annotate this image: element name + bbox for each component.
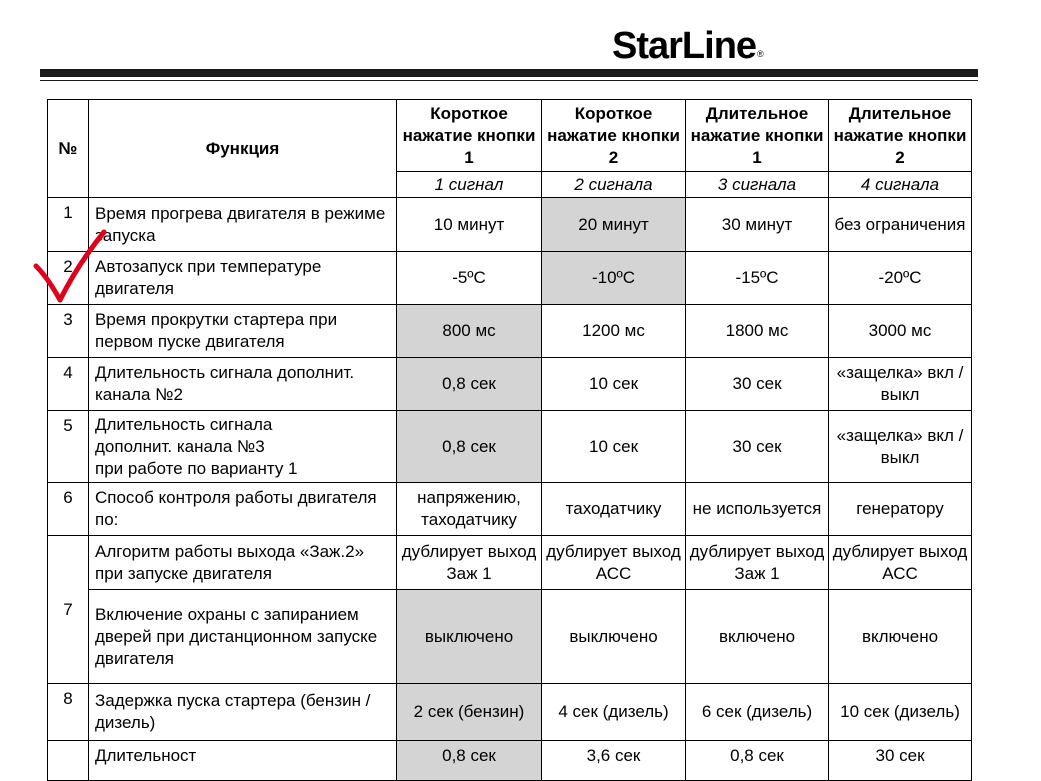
table-row	[48, 252, 972, 305]
row-number: 6	[48, 483, 89, 536]
function-line: при работе по варианту 1	[95, 458, 298, 478]
value-cell: «защелка» вкл / выкл	[829, 411, 972, 483]
table-row	[48, 483, 972, 536]
value-cell: 30 сек	[829, 741, 972, 781]
function-line: дополнит. канала №3	[95, 436, 265, 456]
value-cell: 0,8 сек	[686, 741, 829, 781]
value-cell: -5ºC	[397, 252, 542, 305]
value-cell: 800 мс	[397, 305, 542, 358]
function-cell: Автозапуск при температуре двигателя	[89, 252, 397, 305]
value-cell: включено	[686, 590, 829, 684]
value-cell: 1200 мс	[542, 305, 686, 358]
row-number	[48, 741, 89, 781]
row-number: 4	[48, 358, 89, 411]
header-col-3: Длительное нажатие кнопки 1	[686, 100, 829, 172]
table-row	[48, 590, 972, 684]
header-rule-thin	[40, 80, 978, 81]
signal-cell: 3 сигнала	[686, 172, 829, 198]
signal-cell: 2 сигнала	[542, 172, 686, 198]
table-row	[48, 536, 972, 590]
function-cell: Время прогрева двигателя в режиме запуска	[89, 198, 397, 252]
row-number: 7	[48, 536, 89, 684]
value-cell: дублирует выход АСС	[829, 536, 972, 590]
function-line: Длительность сигнала	[95, 414, 273, 434]
value-cell: 10 сек	[542, 358, 686, 411]
table-row	[48, 198, 972, 252]
checkmark-stroke	[36, 232, 104, 300]
table-row-partial	[48, 741, 972, 781]
value-cell: 6 сек (дизель)	[686, 684, 829, 741]
function-cell: Длительность сигнала дополнит. канала №2	[89, 358, 397, 411]
table-row	[48, 305, 972, 358]
value-cell: напряжению, таходатчику	[397, 483, 542, 536]
header-function: Функция	[89, 100, 397, 198]
red-checkmark-icon	[32, 224, 112, 306]
header-row	[48, 100, 972, 172]
value-cell: 0,8 сек	[397, 741, 542, 781]
header-col-2: Короткое нажатие кнопки 2	[542, 100, 686, 172]
value-cell: таходатчику	[542, 483, 686, 536]
header-rule-thick	[40, 69, 978, 77]
value-cell: не используется	[686, 483, 829, 536]
function-cell: Алгоритм работы выхода «Заж.2» при запуске двигателя	[89, 536, 397, 590]
signal-cell: 1 сигнал	[397, 172, 542, 198]
row-number: 5	[48, 411, 89, 483]
function-cell: Включение охраны с запиранием дверей при дистанционном запуске двигателя	[89, 590, 397, 684]
value-cell: 30 минут	[686, 198, 829, 252]
starline-logo: StarLine®	[612, 25, 763, 67]
value-cell: выключено	[397, 590, 542, 684]
table-row	[48, 684, 972, 741]
value-cell: 10 сек (дизель)	[829, 684, 972, 741]
value-cell: 10 минут	[397, 198, 542, 252]
value-cell: -10ºC	[542, 252, 686, 305]
value-cell: 0,8 сек	[397, 411, 542, 483]
value-cell: 30 сек	[686, 411, 829, 483]
function-cell	[89, 411, 397, 483]
value-cell: -15ºC	[686, 252, 829, 305]
value-cell: 10 сек	[542, 411, 686, 483]
header-col-1: Короткое нажатие кнопки 1	[397, 100, 542, 172]
value-cell: включено	[829, 590, 972, 684]
value-cell: 4 сек (дизель)	[542, 684, 686, 741]
value-cell: генератору	[829, 483, 972, 536]
value-cell: 30 сек	[686, 358, 829, 411]
header-num: №	[48, 100, 89, 198]
table-row	[48, 358, 972, 411]
row-number: 3	[48, 305, 89, 358]
function-cell: Время прокрутки стартера при первом пуске двигателя	[89, 305, 397, 358]
value-cell: без ограничения	[829, 198, 972, 252]
row-number: 8	[48, 684, 89, 741]
header-col-4: Длительное нажатие кнопки 2	[829, 100, 972, 172]
signal-cell: 4 сигнала	[829, 172, 972, 198]
value-cell: «защелка» вкл / выкл	[829, 358, 972, 411]
row-number: 1	[48, 198, 89, 252]
value-cell: 0,8 сек	[397, 358, 542, 411]
value-cell: выключено	[542, 590, 686, 684]
value-cell: -20ºC	[829, 252, 972, 305]
value-cell: 1800 мс	[686, 305, 829, 358]
function-cell: Задержка пуска стартера (бензин / дизель)	[89, 684, 397, 741]
value-cell: 3000 мс	[829, 305, 972, 358]
function-cell: Способ контроля работы двигателя по:	[89, 483, 397, 536]
value-cell: дублирует выход Заж 1	[686, 536, 829, 590]
value-cell: 20 минут	[542, 198, 686, 252]
row-number: 2	[48, 252, 89, 305]
function-cell: Длительност	[89, 741, 397, 781]
table-row	[48, 411, 972, 483]
value-cell: дублирует выход АСС	[542, 536, 686, 590]
value-cell: дублирует выход Заж 1	[397, 536, 542, 590]
value-cell: 3,6 сек	[542, 741, 686, 781]
function-table	[47, 99, 972, 781]
value-cell: 2 сек (бензин)	[397, 684, 542, 741]
